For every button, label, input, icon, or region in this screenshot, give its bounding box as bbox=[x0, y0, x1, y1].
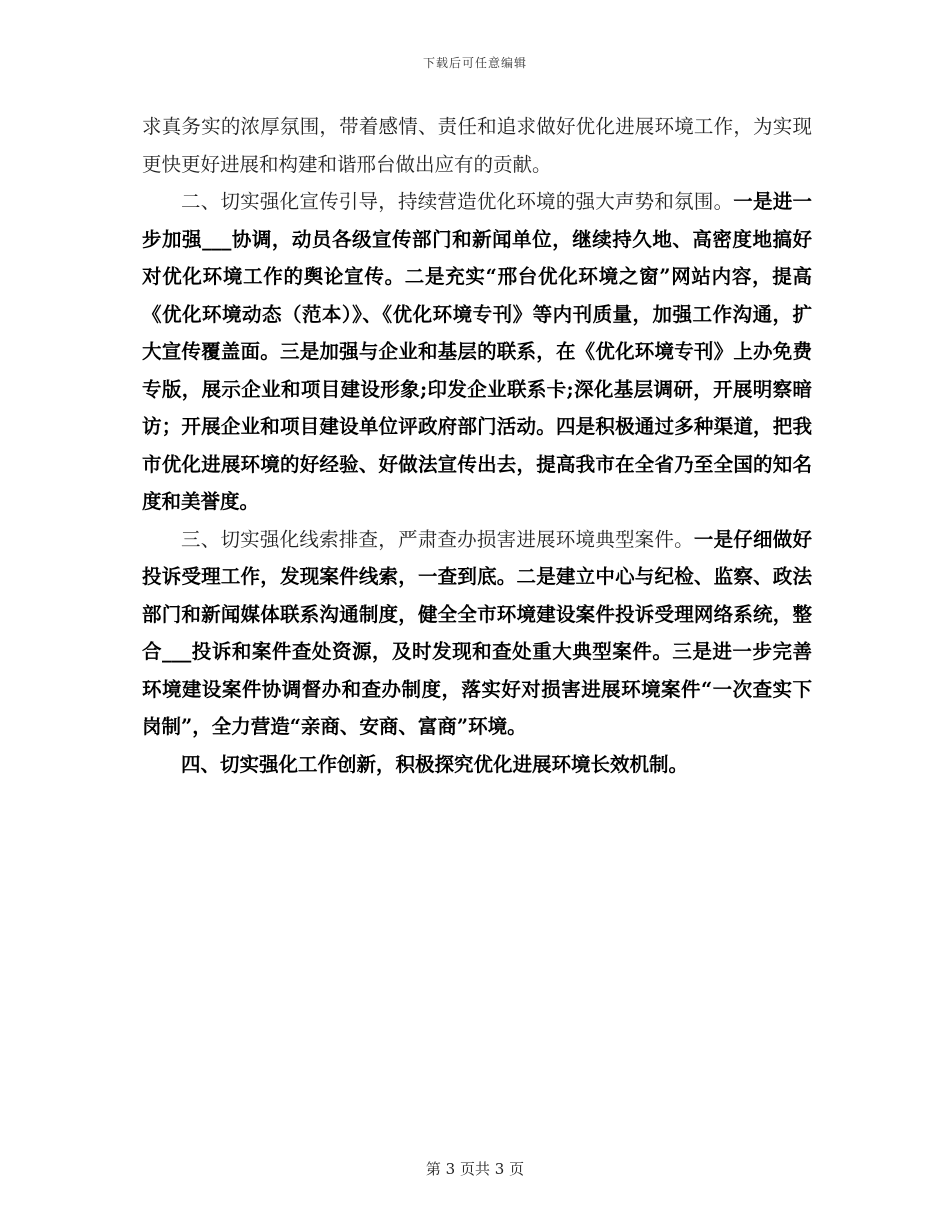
section-three-body: 一是仔细做好投诉受理工作，发现案件线索，一查到底。二是建立中心与纪检、监察、政法部门和新闻媒体联系沟通制度，健全全市环境建设案件投诉受理网络系统，整合___投诉和案件查处资源，及时发现和查处重大典型案件。三是进一步完善环境建设案件协调督办和查办制度，落实好对损害进展环境案件“一次查实下岗制”，全力营造“亲商、安商、富商”环境。 bbox=[142, 527, 812, 738]
paragraph-section-three bbox=[142, 521, 812, 746]
section-four-heading: 四、切实强化工作创新，积极探究优化进展环境长效机制。 bbox=[181, 752, 689, 776]
page-header: 下载后可任意编辑 bbox=[422, 56, 527, 70]
paragraph-section-four bbox=[142, 746, 812, 784]
paragraph-section-two bbox=[142, 183, 812, 521]
section-two-body: 一是进一步加强___协调，动员各级宣传部门和新闻单位，继续持久地、高密度地搞好对优化环境工作的舆论宣传。二是充实“邢台优化环境之窗”网站内容，提高《优化环境动态（范本）》、《优化环境专刊》等内刊质量，加强工作沟通，扩大宣传覆盖面。三是加强与企业和基层的联系，在《优化环境专刊》上办免费专版，展示企业和项目建设形象;印发企业联系卡;深化基层调研，开展明察暗访；开展企业和项目建设单位评政府部门活动。四是积极通过多种渠道，把我市优化进展环境的好经验、好做法宣传出去，提高我市在全省乃至全国的知名度和美誉度。 bbox=[142, 190, 812, 513]
section-two-heading: 二、切实强化宣传引导，持续营造优化环境的强大声势和氛围。 bbox=[181, 190, 734, 213]
page-number-footer: 第 3 页共 3 页 bbox=[425, 1160, 525, 1178]
paragraph-text: 求真务实的浓厚氛围，带着感情、责任和追求做好优化进展环境工作，为实现更快更好进展和构建和谐邢台做出应有的贡献。 bbox=[142, 115, 812, 176]
section-three-heading: 三、切实强化线索排查，严肃查办损害进展环境典型案件。 bbox=[181, 527, 694, 551]
paragraph-closing-sentence bbox=[142, 108, 812, 183]
document-body bbox=[142, 108, 812, 783]
